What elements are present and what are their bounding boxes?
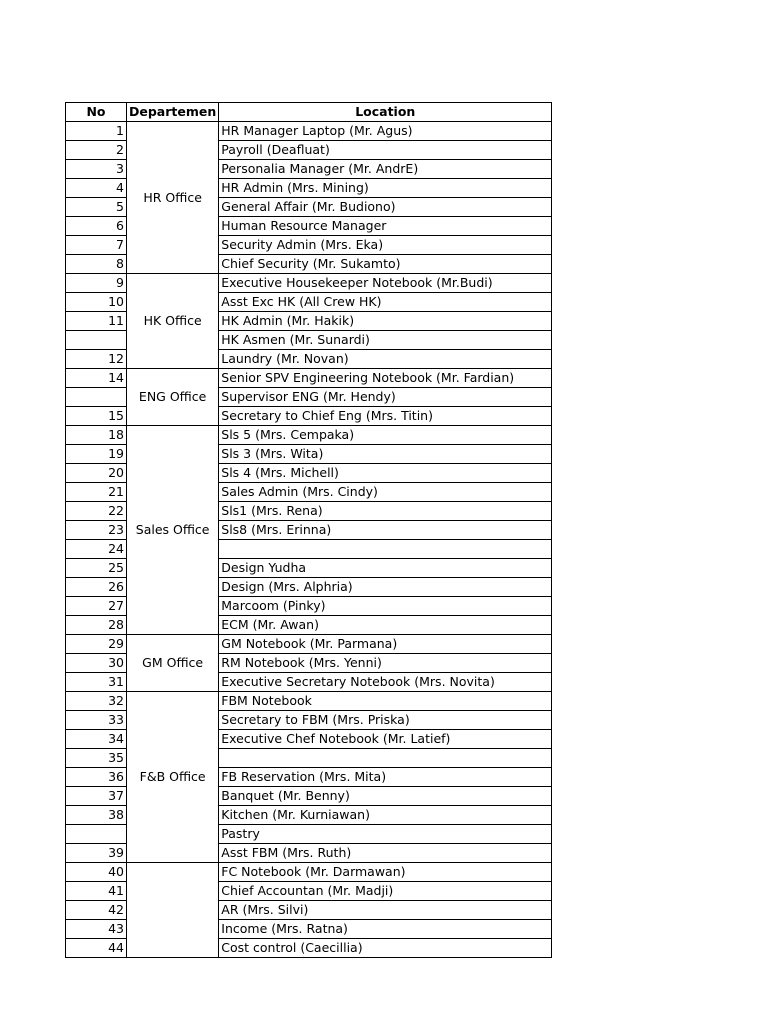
cell-location[interactable]: Asst Exc HK (All Crew HK) bbox=[219, 293, 552, 312]
cell-location[interactable]: Secretary to Chief Eng (Mrs. Titin) bbox=[219, 407, 552, 426]
cell-no[interactable]: 7 bbox=[66, 236, 127, 255]
cell-no[interactable]: 21 bbox=[66, 483, 127, 502]
cell-location[interactable] bbox=[219, 540, 552, 559]
cell-location[interactable]: Senior SPV Engineering Notebook (Mr. Fardian) bbox=[219, 369, 552, 388]
cell-no[interactable]: 35 bbox=[66, 749, 127, 768]
cell-no[interactable]: 11 bbox=[66, 312, 127, 331]
cell-no[interactable]: 31 bbox=[66, 673, 127, 692]
cell-location[interactable]: Personalia Manager (Mr. AndrE) bbox=[219, 160, 552, 179]
cell-no[interactable]: 23 bbox=[66, 521, 127, 540]
cell-no[interactable]: 24 bbox=[66, 540, 127, 559]
cell-no[interactable]: 38 bbox=[66, 806, 127, 825]
cell-no[interactable]: 18 bbox=[66, 426, 127, 445]
cell-department[interactable]: Sales Office bbox=[127, 426, 219, 635]
cell-location[interactable]: HK Admin (Mr. Hakik) bbox=[219, 312, 552, 331]
cell-no[interactable]: 30 bbox=[66, 654, 127, 673]
header-location: Location bbox=[219, 103, 552, 122]
cell-location[interactable]: Marcoom (Pinky) bbox=[219, 597, 552, 616]
cell-location[interactable]: Pastry bbox=[219, 825, 552, 844]
cell-no[interactable]: 9 bbox=[66, 274, 127, 293]
cell-no[interactable]: 5 bbox=[66, 198, 127, 217]
cell-location[interactable]: Banquet (Mr. Benny) bbox=[219, 787, 552, 806]
cell-location[interactable]: Sls 5 (Mrs. Cempaka) bbox=[219, 426, 552, 445]
cell-no[interactable]: 4 bbox=[66, 179, 127, 198]
cell-no[interactable]: 8 bbox=[66, 255, 127, 274]
cell-no[interactable]: 2 bbox=[66, 141, 127, 160]
cell-department[interactable]: HR Office bbox=[127, 122, 219, 274]
cell-no[interactable]: 37 bbox=[66, 787, 127, 806]
table-row bbox=[66, 274, 552, 293]
cell-location[interactable]: Design Yudha bbox=[219, 559, 552, 578]
cell-location[interactable]: AR (Mrs. Silvi) bbox=[219, 901, 552, 920]
cell-no[interactable]: 15 bbox=[66, 407, 127, 426]
cell-no[interactable]: 34 bbox=[66, 730, 127, 749]
cell-no[interactable]: 19 bbox=[66, 445, 127, 464]
table-body bbox=[66, 122, 552, 958]
cell-location[interactable] bbox=[219, 749, 552, 768]
cell-location[interactable]: Executive Chef Notebook (Mr. Latief) bbox=[219, 730, 552, 749]
cell-location[interactable]: Executive Housekeeper Notebook (Mr.Budi) bbox=[219, 274, 552, 293]
cell-location[interactable]: Income (Mrs. Ratna) bbox=[219, 920, 552, 939]
cell-no[interactable] bbox=[66, 331, 127, 350]
cell-location[interactable]: Sls1 (Mrs. Rena) bbox=[219, 502, 552, 521]
cell-location[interactable]: Asst FBM (Mrs. Ruth) bbox=[219, 844, 552, 863]
cell-location[interactable]: Kitchen (Mr. Kurniawan) bbox=[219, 806, 552, 825]
cell-no[interactable]: 12 bbox=[66, 350, 127, 369]
cell-location[interactable]: Sls 3 (Mrs. Wita) bbox=[219, 445, 552, 464]
cell-department[interactable] bbox=[127, 863, 219, 958]
cell-location[interactable]: Design (Mrs. Alphria) bbox=[219, 578, 552, 597]
header-no: No bbox=[66, 103, 127, 122]
cell-location[interactable]: Sls 4 (Mrs. Michell) bbox=[219, 464, 552, 483]
cell-location[interactable]: General Affair (Mr. Budiono) bbox=[219, 198, 552, 217]
table-row bbox=[66, 369, 552, 388]
cell-location[interactable]: Supervisor ENG (Mr. Hendy) bbox=[219, 388, 552, 407]
cell-location[interactable]: Sales Admin (Mrs. Cindy) bbox=[219, 483, 552, 502]
cell-department[interactable]: HK Office bbox=[127, 274, 219, 369]
cell-location[interactable]: Chief Security (Mr. Sukamto) bbox=[219, 255, 552, 274]
cell-department[interactable]: GM Office bbox=[127, 635, 219, 692]
cell-location[interactable]: ECM (Mr. Awan) bbox=[219, 616, 552, 635]
cell-location[interactable]: Security Admin (Mrs. Eka) bbox=[219, 236, 552, 255]
cell-location[interactable]: HK Asmen (Mr. Sunardi) bbox=[219, 331, 552, 350]
cell-no[interactable]: 20 bbox=[66, 464, 127, 483]
cell-department[interactable]: ENG Office bbox=[127, 369, 219, 426]
cell-no[interactable]: 26 bbox=[66, 578, 127, 597]
cell-location[interactable]: FB Reservation (Mrs. Mita) bbox=[219, 768, 552, 787]
cell-no[interactable]: 14 bbox=[66, 369, 127, 388]
cell-location[interactable]: Executive Secretary Notebook (Mrs. Novita) bbox=[219, 673, 552, 692]
cell-no[interactable]: 6 bbox=[66, 217, 127, 236]
cell-no[interactable]: 39 bbox=[66, 844, 127, 863]
cell-no[interactable]: 42 bbox=[66, 901, 127, 920]
cell-no[interactable] bbox=[66, 825, 127, 844]
cell-no[interactable] bbox=[66, 388, 127, 407]
cell-location[interactable]: GM Notebook (Mr. Parmana) bbox=[219, 635, 552, 654]
cell-no[interactable]: 28 bbox=[66, 616, 127, 635]
cell-no[interactable]: 27 bbox=[66, 597, 127, 616]
cell-no[interactable]: 33 bbox=[66, 711, 127, 730]
cell-location[interactable]: Human Resource Manager bbox=[219, 217, 552, 236]
cell-no[interactable]: 43 bbox=[66, 920, 127, 939]
cell-no[interactable]: 44 bbox=[66, 939, 127, 958]
cell-no[interactable]: 3 bbox=[66, 160, 127, 179]
cell-no[interactable]: 36 bbox=[66, 768, 127, 787]
header-row bbox=[66, 103, 552, 122]
cell-no[interactable]: 32 bbox=[66, 692, 127, 711]
table-row bbox=[66, 635, 552, 654]
cell-location[interactable]: Sls8 (Mrs. Erinna) bbox=[219, 521, 552, 540]
cell-location[interactable]: Laundry (Mr. Novan) bbox=[219, 350, 552, 369]
cell-no[interactable]: 1 bbox=[66, 122, 127, 141]
cell-location[interactable]: HR Admin (Mrs. Mining) bbox=[219, 179, 552, 198]
cell-no[interactable]: 22 bbox=[66, 502, 127, 521]
cell-location[interactable]: FBM Notebook bbox=[219, 692, 552, 711]
cell-location[interactable]: HR Manager Laptop (Mr. Agus) bbox=[219, 122, 552, 141]
table-row bbox=[66, 692, 552, 711]
cell-no[interactable]: 41 bbox=[66, 882, 127, 901]
cell-location[interactable]: Payroll (Deafluat) bbox=[219, 141, 552, 160]
table-row bbox=[66, 863, 552, 882]
cell-no[interactable]: 25 bbox=[66, 559, 127, 578]
cell-location[interactable]: Secretary to FBM (Mrs. Priska) bbox=[219, 711, 552, 730]
cell-no[interactable]: 10 bbox=[66, 293, 127, 312]
cell-no[interactable]: 29 bbox=[66, 635, 127, 654]
header-department: Departemen bbox=[127, 103, 219, 122]
cell-location[interactable]: Cost control (Caecillia) bbox=[219, 939, 552, 958]
cell-department[interactable]: F&B Office bbox=[127, 692, 219, 863]
cell-location[interactable]: Chief Accountan (Mr. Madji) bbox=[219, 882, 552, 901]
cell-location[interactable]: FC Notebook (Mr. Darmawan) bbox=[219, 863, 552, 882]
spreadsheet-sheet bbox=[65, 102, 552, 958]
cell-no[interactable]: 40 bbox=[66, 863, 127, 882]
table-row bbox=[66, 122, 552, 141]
cell-location[interactable]: RM Notebook (Mrs. Yenni) bbox=[219, 654, 552, 673]
table-row bbox=[66, 426, 552, 445]
location-table bbox=[65, 102, 552, 958]
